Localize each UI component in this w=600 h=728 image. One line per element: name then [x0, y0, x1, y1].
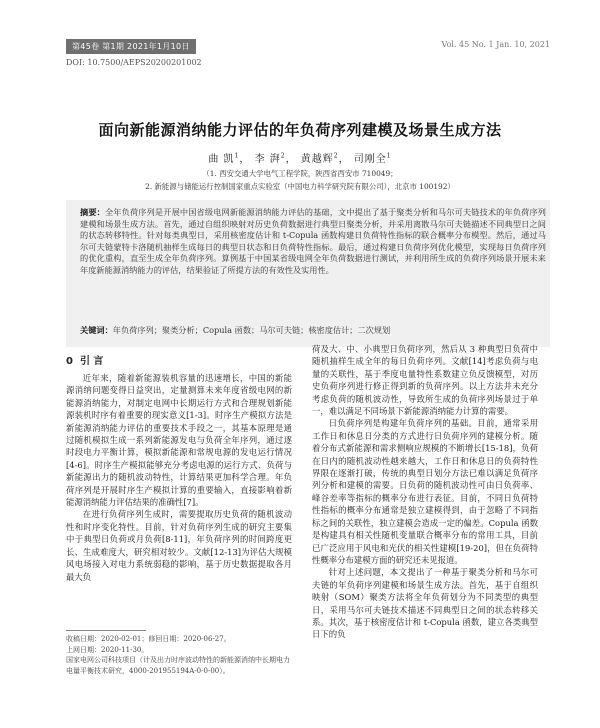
paragraph: 在进行负荷序列生成时，需要提取历史负荷的随机波动性和时序变化特性。目前，针对负荷序列生成的研究主要集中于典型日负荷或月负荷[8-11]，年负荷序列的时间跨度更长、生成难度大，研究相对较少。文献[12-13]为评估大规模风电场接入对电力系统弱稳的影响，基于历史数据提取各月最大负 — [66, 509, 292, 582]
author: 黄越辉$^2$， — [300, 152, 350, 165]
section-number: 0 — [66, 356, 73, 367]
keywords-label: 关键词： — [80, 325, 113, 335]
paragraph: 针对上述问题，本文提出了一种基于聚类分析和马尔可夫链的年负荷序列建模和场景生成方法。首先，基于自组织映射（SOM）聚类方法将全年负荷划分为不同类型的典型日，采用马尔可夫链技术描述不同典型日之间的状态转移关系。其次，基于核密度估计和 t-Copula 函数，建立各类典型日下的负 — [312, 567, 538, 640]
section-title: 引 言 — [79, 356, 104, 367]
footnote-received: 收稿日期：2020-02-01；修回日期：2020-06-27。 — [66, 635, 231, 643]
footnote-online: 上网日期：2020-11-30。 — [66, 645, 149, 654]
doi[interactable]: DOI: 10.7500/AEPS20200201002 — [66, 58, 202, 67]
paper-title: 面向新能源消纳能力评估的年负荷序列建模及场景生成方法 — [98, 121, 502, 139]
affiliation-2: 2. 新能源与储能运行控制国家重点实验室（中国电力科学研究院有限公司），北京市 100192） — [145, 182, 455, 191]
author: 曲 凯$^1$， — [208, 152, 251, 165]
paragraph: 日负荷序列是构建年负荷序列的基础。目前，通常采用工作日和休息日分类的方式进行日负荷序列的建模分析。随着分布式新能源和需求侧响应规模的不断增长[15-18]，负荷在日内的随机波动性越来越大，工作日和休息日的负荷特性界限在逐渐打破，传统的典型日划分方法已难以满足负荷序列分析和建模的需要。日负荷的随机波动性可由日负荷率、峰谷差率等指标的概率分布进行表征。目前，不同日负荷特性指标的概率分布通常是独立建模得到，由于忽略了不同指标之间的关联性，独立建模会造成一定的偏差。Copula 函数是构建具有相关性随机变量联合概率分布的常用工具，目前已广泛应用于风电和光伏的相关性建模[19-20]，但在负荷特性概率分布建模方面的研究还未见报道。 — [312, 418, 538, 565]
abstract — [80, 207, 546, 277]
footnote-divider — [66, 630, 146, 631]
abstract-text: 全年负荷序列是开展中国省级电网新能源消纳能力评估的基础，文中提出了基于聚类分析和马尔可夫链技术的年负荷序列建模和场景生成方法。首先，通过自组织映射对历史负荷数据进行典型日聚类分析，并采用离散马尔可夫链描述不同典型日之间的状态转移特性。针对每类典型日，采用核密度估计和 t-Copula 函数构建日负荷特性指标的联合概率分布模型。然后，通过马尔可夫链蒙特卡洛随机抽样生成每日的典型日状态和日负荷特性指标。最后，通过构建日负荷序列优化模型，实现每日负荷序列的优化重构，直至生成全年负荷序列。算例基于中国某省级电网全年负荷数据进行测试，并利用所生成的负荷序列场景开展未来年度新能源消纳能力的评估，结果验证了所提方法的有效性及实用性。 — [80, 207, 546, 275]
author-list — [0, 150, 600, 165]
author: 司刚全$^1$ — [353, 152, 392, 165]
keywords-text: 年负荷序列；聚类分析；Copula 函数；马尔可夫链；核密度估计；二次规划 — [112, 325, 391, 335]
footnote-funding: 国家电网公司科技项目（计及出力时序波动特性的新能源消纳中长期电力电量平衡技术研究，4000-201955194A-0-0-00）。 — [66, 656, 290, 675]
footnotes — [66, 634, 292, 676]
abstract-label: 摘要： — [80, 207, 105, 217]
affiliation-1: （1. 西安交通大学电气工程学院，陕西省西安市 710049； — [202, 169, 398, 178]
journal-issue-badge: 第45卷 第1期 2021年1月10日 — [66, 39, 196, 54]
section-heading — [66, 352, 103, 367]
left-column — [66, 372, 292, 583]
paragraph: 荷及大、中、小典型日负荷序列，然后从 3 种典型日负荷中随机抽样生成全年的每日负荷序列。文献[14]考虑负荷与电量的关联性，基于季度电量特性系数建立负反馈模型，对历史负荷序列进行修正得到新的负荷序列。以上方法并未充分考虑负荷的随机波动性，导致所生成的负荷序列场景过于单一，难以满足不同场景下新能源消纳能力计算的需要。 — [312, 344, 538, 417]
journal-header — [66, 38, 550, 60]
right-column — [312, 343, 538, 641]
author: 李 湃$^2$， — [254, 152, 297, 165]
keywords — [80, 325, 546, 336]
paragraph: 近年来，随着新能源装机容量的迅速增长，中国的新能源消纳问题变得日益突出，定量测算未来年度省级电网的新能源消纳能力，对制定电网中长期运行方式和合理规划新能源装机时序有着重要的现实意义[1-3]。时序生产模拟方法是新能源消纳能力评估的重要技术手段之一，其基本原理是通过随机模拟生成一系列新能源发电与负荷全年序列，通过逐时段电力平衡计算，模拟新能源和常规电源的发电运行情况[4-6]。时序生产模拟能够充分考虑电源的运行方式、负荷与新能源出力的随机波动特性，计算结果更加科学合理。年负荷序列是开展时序生产模拟计算的重要输入，直接影响着新能源消纳能力评估结果的准确性[7]。 — [66, 373, 292, 508]
abstract-box — [66, 200, 550, 347]
volume-english: Vol. 45 No. 1 Jan. 10, 2021 — [441, 40, 550, 49]
